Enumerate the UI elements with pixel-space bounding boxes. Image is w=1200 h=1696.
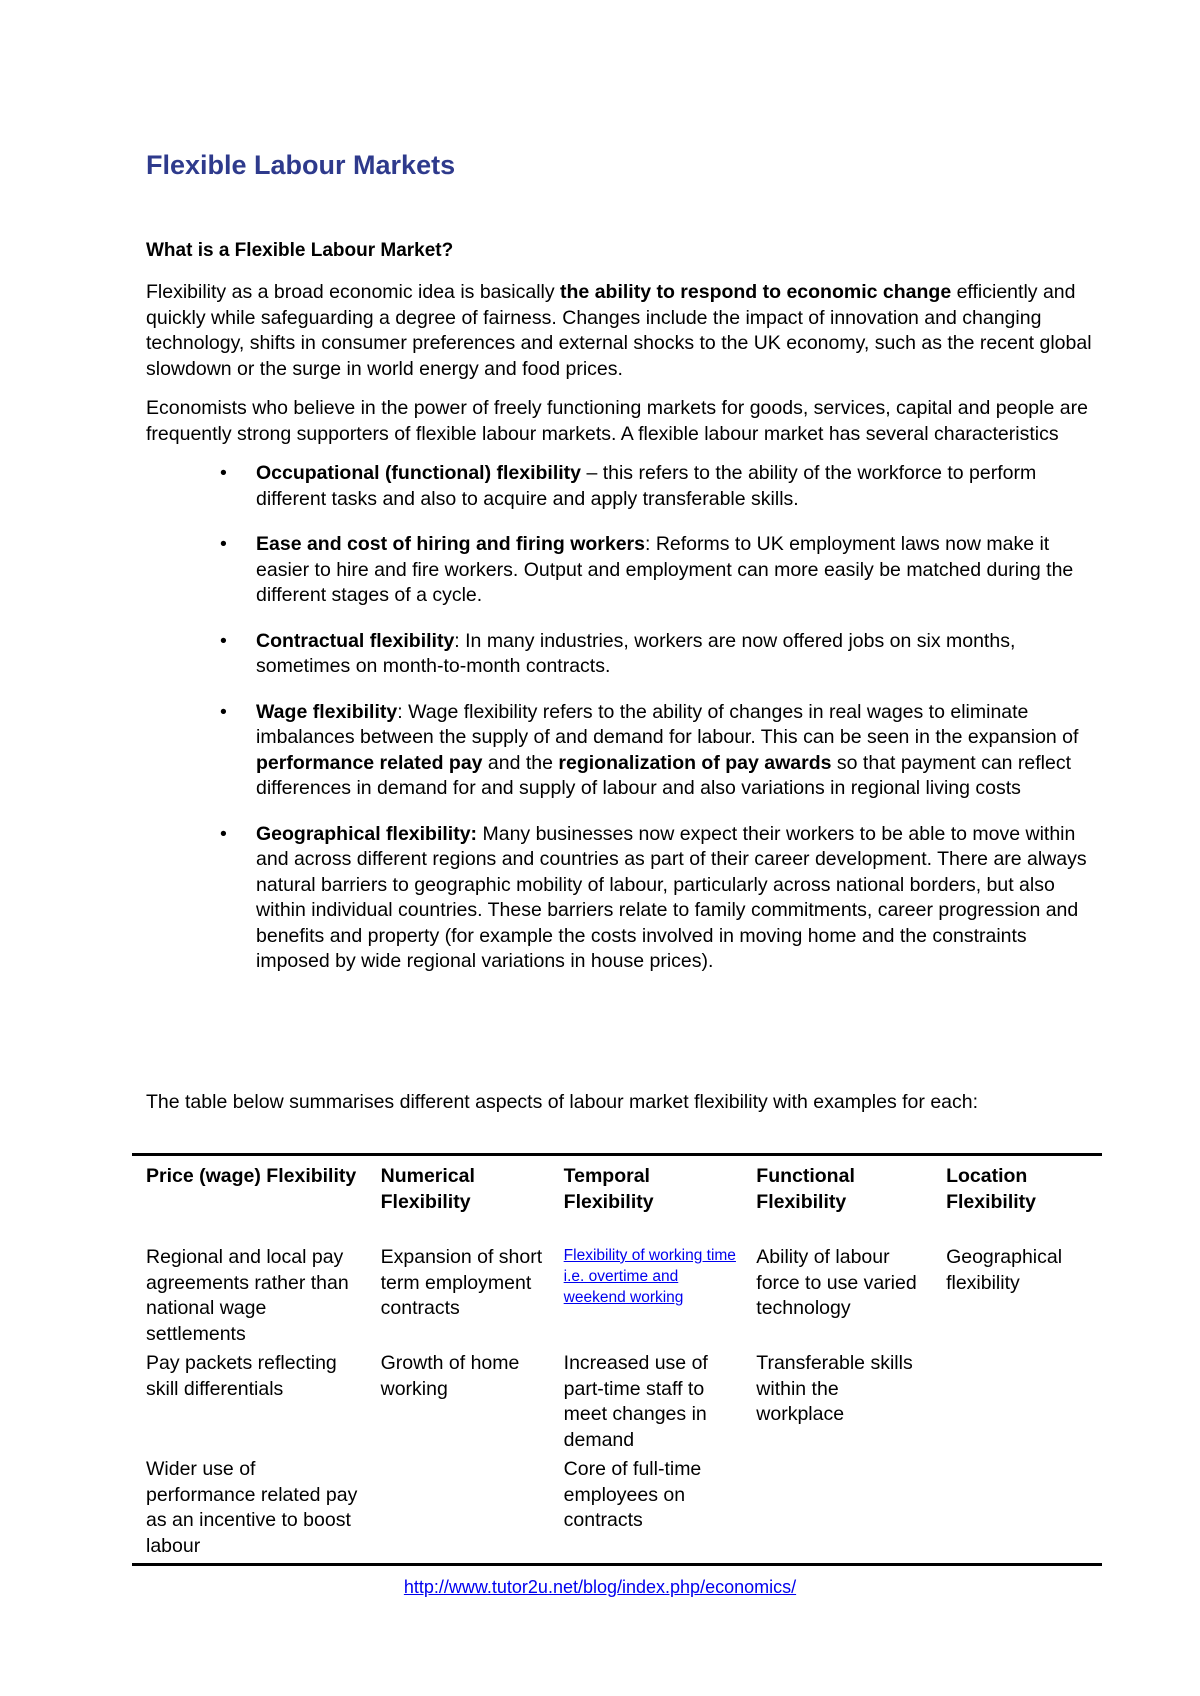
bullet-text: : Wage flexibility refers to the ability of changes in real wages to eliminate imbalances between the supply of and demand for labour. This can be seen in the expansion of [256, 700, 1079, 748]
document-content [146, 148, 1096, 995]
column-header: Temporal Flexibility [563, 1165, 654, 1213]
table-cell: Transferable skills within the workplace [756, 1352, 913, 1425]
table-cell [742, 1457, 932, 1565]
bullet-term: Contractual flexibility [256, 629, 455, 652]
table-cell: Regional and local pay agreements rather than national wage settlements [146, 1246, 349, 1345]
list-item [220, 822, 1096, 975]
bullet-text: : In many industries, workers are now offered jobs on six months, sometimes on month-to-month contracts. [256, 629, 1016, 677]
intro-text-start: Flexibility as a broad economic idea is basically [146, 281, 561, 303]
intro-paragraph [146, 280, 1096, 382]
table-cell: Pay packets reflecting skill differentials [146, 1352, 337, 1400]
table-cell: Wider use of performance related pay as an incentive to boost labour [146, 1458, 358, 1557]
temporal-flexibility-link[interactable]: Flexibility of working time i.e. overtime and weekend working [563, 1247, 736, 1306]
column-header: Numerical Flexibility [380, 1165, 475, 1213]
bullet-text: – this refers to the ability of the workforce to perform different tasks and also to acquire and apply transferable skills. [256, 462, 1037, 510]
table-cell: Expansion of short term employment contracts [380, 1246, 543, 1319]
column-header: Functional Flexibility [756, 1165, 855, 1213]
bullet-text: and the [482, 751, 559, 774]
list-item [220, 629, 1096, 680]
section-heading: What is a Flexible Labour Market? [146, 240, 454, 261]
bullet-term: Ease and cost of hiring and firing workers [256, 533, 645, 555]
bullet-term: Occupational (functional) flexibility [256, 462, 582, 484]
bullet-text: so that payment can reflect differences in demand for and supply of labour and also variations in regional living costs [256, 751, 1072, 799]
table-cell [932, 1457, 1102, 1565]
footer-link[interactable]: http://www.tutor2u.net/blog/index.php/economics/ [403, 1577, 797, 1597]
flexibility-table [132, 1153, 1102, 1566]
table-cell [367, 1457, 550, 1565]
bullet-bold-phrase: regionalization of pay awards [558, 751, 832, 774]
intro-bold-phrase: the ability to respond to economic change [560, 281, 952, 303]
table-cell: Growth of home working [380, 1352, 520, 1400]
table-row [132, 1351, 1102, 1457]
column-header: Price (wage) Flexibility [146, 1165, 357, 1187]
footer [0, 1577, 1200, 1598]
table-cell [932, 1351, 1102, 1457]
intro-text-end: efficiently and quickly while safeguarding a degree of fairness. Changes include the impact of innovation and changing technology, shifts in consumer preferences and external shocks to the UK economy, such as the recent global slowdown or the surge in world energy and food prices. [146, 281, 1092, 380]
bullet-icon: • [220, 462, 227, 484]
list-item [220, 532, 1096, 609]
bullet-term: Geographical flexibility: [256, 822, 478, 845]
bullet-text: Many businesses now expect their workers to be able to move within and across different regions and countries as part of their career development. There are always natural barriers to geographic mobility of labour, particularly across national borders, but also within individual countries. These barriers relate to family commitments, career progression and benefits and property (for example the costs involved in moving home and the constraints imposed by wide regional variations in house prices). [256, 822, 1087, 972]
table-cell: Ability of labour force to use varied technology [756, 1246, 917, 1319]
table-cell: Increased use of part-time staff to meet changes in demand [563, 1352, 708, 1451]
bullet-icon: • [220, 629, 227, 652]
table-header-row [132, 1155, 1102, 1246]
bullet-bold-phrase: performance related pay [256, 751, 483, 774]
bullet-icon: • [220, 700, 227, 723]
page-title: Flexible Labour Markets [146, 150, 456, 180]
table-intro: The table below summarises different aspects of labour market flexibility with examples for each: [146, 1091, 979, 1113]
table-row [132, 1245, 1102, 1351]
bullet-icon: • [220, 533, 227, 555]
characteristics-paragraph: Economists who believe in the power of freely functioning markets for goods, services, capital and people are frequently strong supporters of flexible labour markets. A flexible labour market has several characteristics [146, 397, 1088, 445]
list-item [220, 461, 1096, 512]
bullet-text: : Reforms to UK employment laws now make it easier to hire and fire workers. Output and employment can more easily be matched during the different stages of a cycle. [256, 533, 1074, 606]
bullet-icon: • [220, 822, 227, 845]
table-cell: Geographical flexibility [946, 1246, 1063, 1294]
table-cell: Core of full-time employees on contracts [563, 1458, 702, 1531]
column-header: Location Flexibility [946, 1165, 1037, 1213]
characteristics-list [146, 461, 1096, 975]
bullet-term: Wage flexibility [256, 700, 398, 723]
table-row [132, 1457, 1102, 1565]
table-cell [550, 1245, 743, 1351]
list-item [220, 700, 1096, 802]
